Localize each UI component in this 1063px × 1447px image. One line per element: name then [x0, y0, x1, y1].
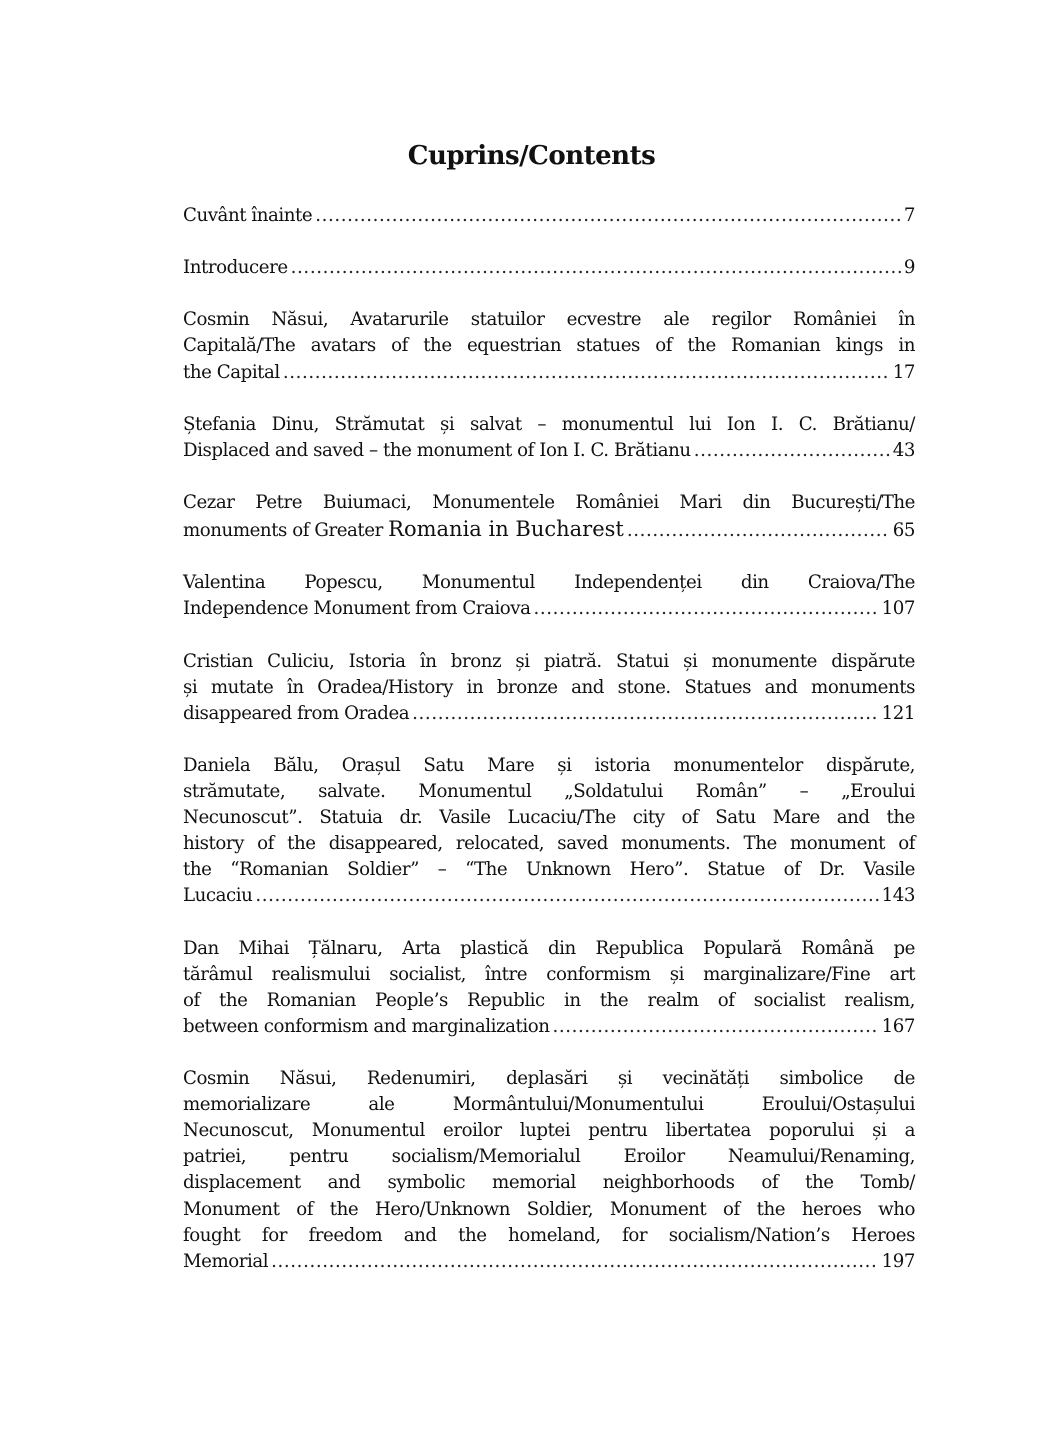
page-number: 65 — [892, 520, 915, 542]
toc-entry-line: the “Romanian Soldier” – “The Unknown Hero”. Statue of Dr. Vasile — [183, 859, 915, 881]
toc-entry[interactable] — [183, 307, 915, 385]
toc-entry-line: Valentina Popescu, Monumentul Independenței din Craiova/The — [183, 572, 915, 594]
toc-entry-line: Cristian Culiciu, Istoria în bronz și piatră. Statui și monumente dispărute — [183, 650, 915, 672]
toc-entry-line: displacement and symbolic memorial neighborhoods of the Tomb/ — [183, 1172, 915, 1194]
page-number: 17 — [892, 361, 915, 383]
toc-entry-last-line — [183, 701, 915, 727]
page-number: 167 — [881, 1015, 915, 1037]
page-number: 197 — [881, 1250, 915, 1272]
toc-entry[interactable] — [183, 203, 915, 229]
toc-entry-title: Memorial — [183, 1250, 269, 1272]
toc-entry-last-line — [183, 596, 915, 622]
toc-entry-line: strămutate, salvate. Monumentul „Soldatului Român” – „Eroului — [183, 781, 915, 803]
toc-entry-line: fought for freedom and the homeland, for socialism/Nation’s Heroes — [183, 1224, 915, 1246]
toc-entry-line: of the Romanian People’s Republic in the realm of socialist realism, — [183, 989, 915, 1011]
toc-entry[interactable] — [183, 1066, 915, 1275]
toc-entry-line: Cosmin Năsui, Redenumiri, deplasări și vecinătăți simbolice de — [183, 1068, 915, 1090]
toc-entry-line: Cosmin Năsui, Avatarurile statuilor ecvestre ale regilor României în — [183, 309, 915, 331]
toc-entry[interactable] — [183, 255, 915, 281]
toc-entry-line: și mutate în Oradea/History in bronze and stone. Statues and monuments — [183, 676, 915, 698]
dot-leader — [534, 596, 879, 622]
toc-entry-line: Cezar Petre Buiumaci, Monumentele României Mari din București/The — [183, 492, 915, 514]
dot-leader — [694, 438, 890, 464]
page-number: 107 — [881, 598, 915, 620]
toc-entry-last-line — [183, 883, 915, 909]
dot-leader — [291, 255, 901, 281]
toc-entry-line: Daniela Bălu, Orașul Satu Mare și istoria monumentelor dispărute, — [183, 754, 915, 776]
toc-entry-line: Capitală/The avatars of the equestrian statues of the Romanian kings in — [183, 335, 915, 357]
toc-entry-last-line — [183, 360, 915, 386]
toc-entry-line: Necunoscut”. Statuia dr. Vasile Lucaciu/The city of Satu Mare and the — [183, 807, 915, 829]
toc-entry[interactable] — [183, 490, 915, 544]
toc-entry-last-line — [183, 255, 915, 281]
toc-entry-title: Introducere — [183, 257, 288, 279]
toc-entry-title: disappeared from Oradea — [183, 702, 410, 724]
toc-entry-line: patriei, pentru socialism/Memorialul Eroilor Neamului/Renaming, — [183, 1146, 915, 1168]
toc-entry-line: Necunoscut, Monumentul eroilor luptei pentru libertatea poporului și a — [183, 1120, 915, 1142]
page-number: 9 — [903, 257, 915, 279]
page-number: 7 — [903, 205, 915, 226]
toc-entry[interactable] — [183, 649, 915, 727]
toc-entry-title: between conformism and marginalization — [183, 1015, 550, 1037]
toc-entry[interactable] — [183, 570, 915, 622]
toc-entry-line: memorializare ale Mormântului/Monumentului Eroului/Ostașului — [183, 1094, 915, 1116]
dot-leader — [627, 518, 890, 544]
toc-entry-title: Cuvânt înainte — [183, 205, 313, 226]
page-number: 43 — [892, 439, 915, 461]
page-title: Cuprins/Contents — [407, 141, 656, 171]
toc-entry-last-line — [183, 1014, 915, 1040]
dot-leader — [271, 1249, 878, 1275]
toc-entry-title: Displaced and saved – the monument of Ion I. C. Brătianu — [183, 439, 691, 461]
toc-entry-line: Monument of the Hero/Unknown Soldier, Monument of the heroes who — [183, 1198, 915, 1220]
toc-entry-title: Lucaciu — [183, 885, 253, 907]
page-number: 143 — [881, 885, 915, 907]
dot-leader — [412, 701, 878, 727]
toc-entry-last-line — [183, 516, 915, 544]
dot-leader — [552, 1014, 878, 1040]
toc-entry[interactable] — [183, 753, 915, 910]
toc-entry-title: Independence Monument from Craiova — [183, 598, 531, 620]
toc-entry-line: Ștefania Dinu, Strămutat și salvat – monumentul lui Ion I. C. Brătianu/ — [183, 413, 915, 435]
toc-entry-last-line — [183, 438, 915, 464]
toc-entry-line: tărâmul realismului socialist, între conformism și marginalizare/Fine art — [183, 963, 915, 985]
dot-leader — [283, 360, 890, 386]
toc-entry-title-emphasis: Romania in Bucharest — [388, 517, 624, 542]
toc-entry-title: the Capital — [183, 361, 280, 383]
dot-leader — [255, 883, 878, 909]
toc-entry[interactable] — [183, 412, 915, 464]
toc-entry-line: history of the disappeared, relocated, saved monuments. The monument of — [183, 833, 915, 855]
toc-entry-last-line — [183, 203, 915, 229]
page-number: 121 — [881, 702, 915, 724]
dot-leader — [315, 203, 901, 229]
toc-entry-title — [183, 516, 624, 544]
table-of-contents — [183, 203, 915, 1301]
toc-entry[interactable] — [183, 936, 915, 1040]
toc-entry-last-line — [183, 1249, 915, 1275]
toc-entry-line: Dan Mihai Țălnaru, Arta plastică din Republica Populară Română pe — [183, 937, 915, 959]
toc-entry-title-prefix: monuments of Greater — [183, 520, 389, 542]
